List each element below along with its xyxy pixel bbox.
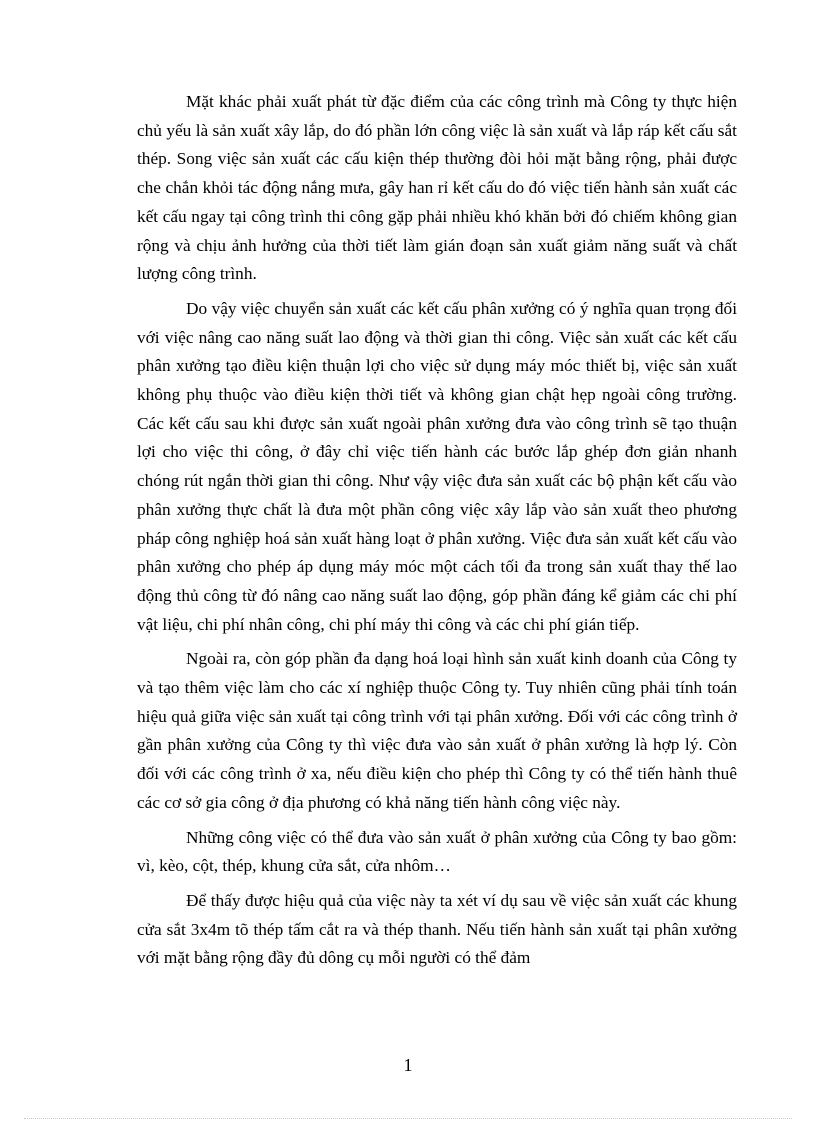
footer-divider bbox=[24, 1118, 792, 1119]
paragraph-5: Để thấy được hiệu quả của việc này ta xét ví dụ sau về việc sản xuất các khung cửa sắt 3x4m tõ thép tấm cắt ra và thép thanh. Nếu tiến hành sản xuất tại phân xưởng với mặt bằng rộng đầy đủ dông cụ mỗi người có thể đảm bbox=[137, 890, 737, 968]
paragraph-2: Do vậy việc chuyển sản xuất các kết cấu phân xưởng có ý nghĩa quan trọng đối với việc nâng cao năng suất lao động và thời gian thi công. Việc sản xuất các kết cấu phân xưởng tạo điều kiện thuận lợi cho việc sử dụng máy móc thiết bị, việc sản xuất không phụ thuộc vào điều kiện thời tiết và không gian chật hẹp ngoài công trường. Các kết cấu sau khi được sản xuất ngoài phân xưởng đưa vào công trình sẽ tạo thuận lợi cho việc thi công, ở đây chỉ việc tiến hành các bước lắp ghép đơn giản nhanh chóng rút ngắn thời gian thi công. Như vậy việc đưa sản xuất các bộ phận kết cấu vào phân xưởng thực chất là đưa một phần công việc xây lắp vào sản xuất theo phương pháp công nghiệp hoá sản xuất hàng loạt ở phân xưởng. Việc đưa sản xuất kết cấu vào phân xưởng cho phép áp dụng máy móc một cách tối đa trong sản xuất thay thế lao động thủ công từ đó nâng cao năng suất lao động, góp phần đáng kể giảm các chi phí vật liệu, chi phí nhân công, chi phí máy thi công và các chi phí gián tiếp. bbox=[137, 298, 737, 634]
document-body bbox=[137, 88, 737, 979]
paragraph-1: Mặt khác phải xuất phát từ đặc điểm của các công trình mà Công ty thực hiện chủ yếu là sản xuất xây lắp, do đó phần lớn công việc là sản xuất và lắp ráp kết cấu sắt thép. Song việc sản xuất các cấu kiện thép thường đòi hỏi mặt bằng rộng, phải được che chắn khỏi tác động nắng mưa, gây han rỉ kết cấu do đó việc tiến hành sản xuất các kết cấu ngay tại công trình thi công gặp phải nhiều khó khăn bởi đó chiếm không gian rộng và chịu ảnh hưởng của thời tiết làm gián đoạn sản xuất giảm năng suất và chất lượng công trình. bbox=[137, 92, 737, 284]
paragraph-3: Ngoài ra, còn góp phần đa dạng hoá loại hình sản xuất kinh doanh của Công ty và tạo thêm việc làm cho các xí nghiệp thuộc Công ty. Tuy nhiên cũng phải tính toán hiệu quả giữa việc sản xuất tại công trình với tại phân xưởng. Đối với các công trình ở gần phân xưởng của Công ty thì việc đưa vào sản xuất ở phân xưởng là hợp lý. Còn đối với các công trình ở xa, nếu điều kiện cho phép thì Công ty có thể tiến hành thuê các cơ sở gia công ở địa phương có khả năng tiến hành công việc này. bbox=[137, 649, 737, 812]
paragraph-4: Những công việc có thể đưa vào sản xuất ở phân xưởng của Công ty bao gồm: vì, kèo, cột, thép, khung cửa sắt, cửa nhôm… bbox=[137, 827, 737, 876]
page-number: 1 bbox=[403, 1055, 413, 1075]
